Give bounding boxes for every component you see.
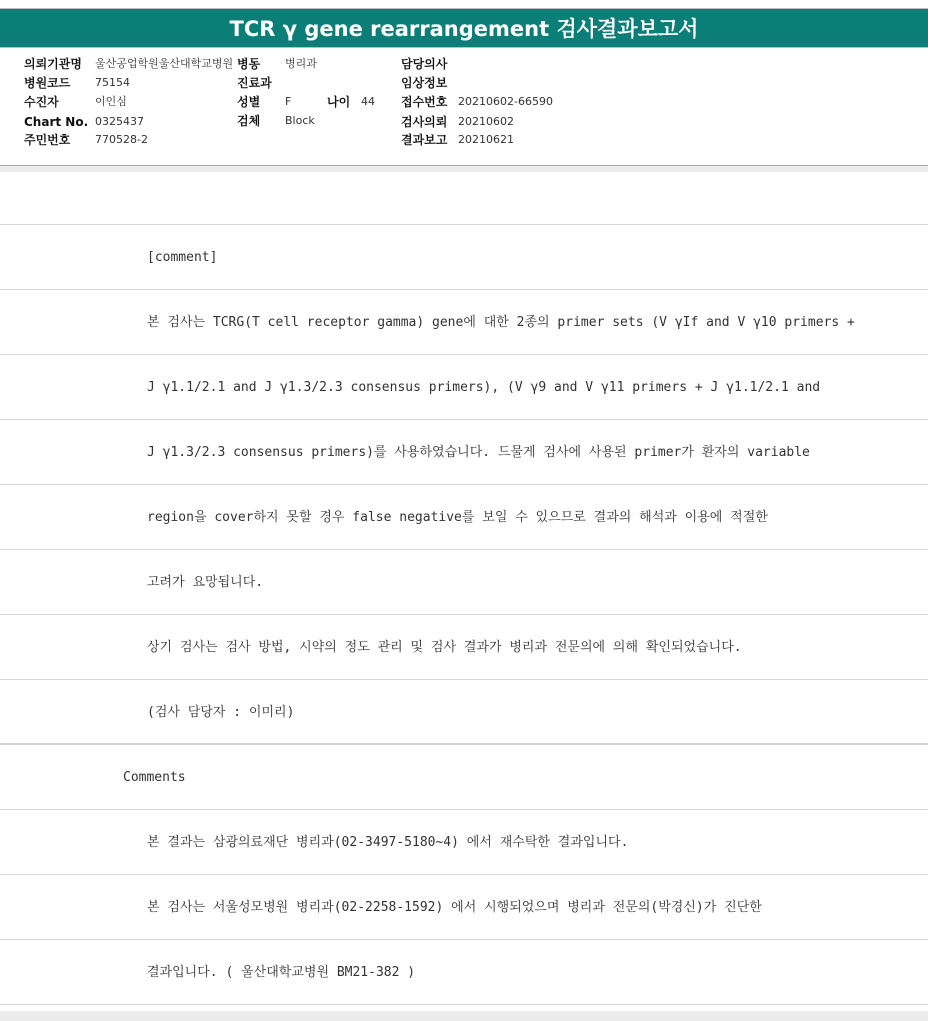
report-line-text: 고려가 요망됩니다. <box>147 575 264 590</box>
comment-line <box>0 940 928 1005</box>
report-title: TCR γ gene rearrangement 검사결과보고서 <box>229 17 699 41</box>
department-label: 진료과 <box>237 76 272 90</box>
report-line <box>0 420 928 485</box>
age-label: 나이 <box>327 95 351 109</box>
report-line-text: region을 cover하지 못할 경우 false negative를 보일 수 있으므로 결과의 해석과 이용에 적절한 <box>147 510 768 525</box>
report-line <box>0 615 928 680</box>
request-date-value: 20210602 <box>458 115 514 128</box>
hospital-code-value: 75154 <box>95 76 130 89</box>
comment-line-text: 결과입니다. ( 울산대학교병원 BM21-382 ) <box>147 965 416 980</box>
report-line-text: [comment] <box>147 250 218 265</box>
comment-line <box>0 810 928 875</box>
examinee-value: 이인심 <box>95 95 127 108</box>
institution-value: 울산공업학원울산대학교병원 <box>95 57 234 70</box>
chart-number-value: 0325437 <box>95 115 144 128</box>
report-date-label: 결과보고 <box>401 133 448 147</box>
hospital-code-label: 병원코드 <box>24 76 71 90</box>
comments-heading-row <box>0 745 928 810</box>
report-line <box>0 680 928 745</box>
report-line-text: 본 검사는 TCRG(T cell receptor gamma) gene에 대한 2종의 primer sets (V γIf and V γ10 primers + <box>147 315 855 330</box>
report-line-text: J γ1.3/2.3 consensus primers)를 사용하였습니다. 드물게 검사에 사용된 primer가 환자의 variable <box>147 445 810 460</box>
doctor-label: 담당의사 <box>401 57 448 71</box>
request-date-label: 검사의뢰 <box>401 115 448 129</box>
chart-number-label: Chart No. <box>24 115 89 129</box>
report-line <box>0 485 928 550</box>
resident-number-value: 770528-2 <box>95 133 148 146</box>
specimen-value: Block <box>285 114 315 127</box>
ward-value: 병리과 <box>285 57 317 70</box>
patient-info-panel <box>0 48 928 166</box>
report-line-text: 상기 검사는 검사 방법, 시약의 정도 관리 및 검사 결과가 병리과 전문의에 의해 확인되었습니다. <box>147 640 742 655</box>
sex-label: 성별 <box>237 95 261 109</box>
report-line <box>0 550 928 615</box>
ward-label: 병동 <box>237 57 261 71</box>
comment-line <box>0 875 928 940</box>
receipt-number-label: 접수번호 <box>401 95 448 109</box>
report-title-bar <box>0 8 928 48</box>
examinee-label: 수진자 <box>24 95 59 109</box>
comment-line-text: 본 검사는 서울성모병원 병리과(02-2258-1592) 에서 시행되었으며 병리과 전문의(박경신)가 진단한 <box>147 900 762 915</box>
sex-value: F <box>285 95 292 108</box>
resident-number-label: 주민번호 <box>24 133 71 147</box>
receipt-number-value: 20210602-66590 <box>458 95 553 108</box>
report-line-empty <box>0 172 928 225</box>
specimen-label: 검체 <box>237 114 261 128</box>
report-line-comment-tag <box>0 225 928 290</box>
report-line <box>0 355 928 420</box>
clinical-info-label: 임상정보 <box>401 76 448 90</box>
report-line-text: (검사 담당자 : 이미리) <box>147 705 295 720</box>
report-line <box>0 290 928 355</box>
report-line-text: J γ1.1/2.1 and J γ1.3/2.3 consensus primers), (V γ9 and V γ11 primers + J γ1.1/2.1 and <box>147 380 821 395</box>
comment-line-text: 본 결과는 삼광의료재단 병리과(02-3497-5180~4) 에서 재수탁한 결과입니다. <box>147 835 629 850</box>
report-date-value: 20210621 <box>458 133 514 146</box>
comments-heading: Comments <box>123 770 186 785</box>
page-footer-strip <box>0 1011 928 1021</box>
institution-label: 의뢰기관명 <box>24 57 82 71</box>
age-value: 44 <box>361 95 375 108</box>
